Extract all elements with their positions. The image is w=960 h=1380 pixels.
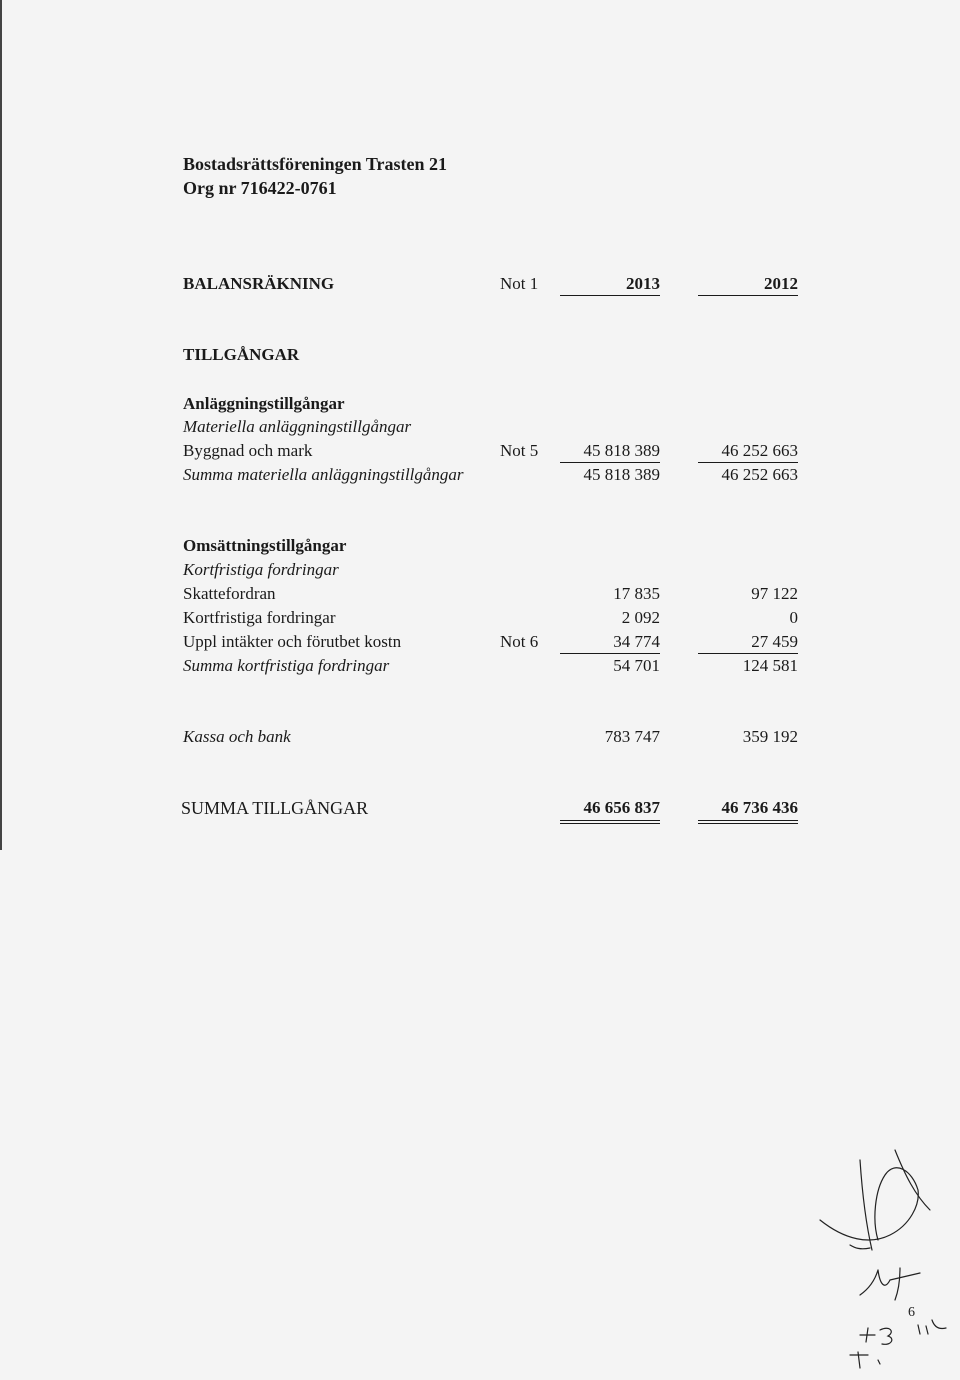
cash-label: Kassa och bank bbox=[183, 727, 291, 746]
page-number: 6 bbox=[908, 1305, 915, 1320]
initials-stroke bbox=[918, 1320, 946, 1334]
signature-stroke bbox=[895, 1150, 930, 1210]
initials-stroke bbox=[860, 1328, 892, 1344]
row-note: Not 6 bbox=[500, 632, 539, 651]
row-note: Not 5 bbox=[500, 441, 539, 460]
row-value-2013: 17 835 bbox=[613, 584, 660, 603]
signatures-and-initials bbox=[800, 1120, 950, 1375]
tangible-assets-subheading: Materiella anläggningstillgångar bbox=[183, 417, 412, 436]
row-value-2013: 45 818 389 bbox=[560, 441, 660, 463]
row-label: Byggnad och mark bbox=[183, 441, 313, 460]
page-edge bbox=[0, 0, 2, 850]
year-2013-header: 2013 bbox=[560, 274, 660, 296]
cash-value-2012: 359 192 bbox=[742, 727, 798, 746]
assets-heading: TILLGÅNGAR bbox=[183, 345, 300, 364]
sum-value-2013: 45 818 389 bbox=[583, 465, 660, 484]
org-number: Org nr 716422-0761 bbox=[183, 178, 337, 198]
receivables-subheading: Kortfristiga fordringar bbox=[183, 560, 339, 579]
sum-label: Summa kortfristiga fordringar bbox=[183, 656, 390, 675]
signature-stroke bbox=[860, 1160, 872, 1250]
signature-stroke bbox=[850, 1245, 870, 1249]
row-label: Kortfristiga fordringar bbox=[183, 608, 336, 627]
total-value-2012: 46 736 436 bbox=[698, 798, 798, 824]
signature-stroke bbox=[820, 1168, 918, 1240]
header-note: Not 1 bbox=[500, 274, 539, 293]
initials-stroke bbox=[850, 1352, 880, 1368]
initials-stroke bbox=[860, 1268, 920, 1300]
cash-value-2013: 783 747 bbox=[604, 727, 660, 746]
total-label: SUMMA TILLGÅNGAR bbox=[181, 798, 369, 818]
sum-value-2012: 124 581 bbox=[742, 656, 798, 675]
current-assets-heading: Omsättningstillgångar bbox=[183, 536, 347, 555]
row-label: Uppl intäkter och förutbet kostn bbox=[183, 632, 402, 651]
row-label: Skattefordran bbox=[183, 584, 276, 603]
org-name: Bostadsrättsföreningen Trasten 21 bbox=[183, 154, 448, 174]
row-value-2012: 97 122 bbox=[751, 584, 798, 603]
row-value-2012: 0 bbox=[789, 608, 798, 627]
row-value-2012: 27 459 bbox=[698, 632, 798, 654]
sum-label: Summa materiella anläggningstillgångar bbox=[183, 465, 464, 484]
sum-value-2013: 54 701 bbox=[613, 656, 660, 675]
row-value-2013: 34 774 bbox=[560, 632, 660, 654]
fixed-assets-heading: Anläggningstillgångar bbox=[183, 394, 345, 413]
row-value-2012: 46 252 663 bbox=[698, 441, 798, 463]
row-value-2013: 2 092 bbox=[621, 608, 660, 627]
page-title: BALANSRÄKNING bbox=[183, 274, 335, 293]
total-value-2013: 46 656 837 bbox=[560, 798, 660, 824]
year-2012-header: 2012 bbox=[698, 274, 798, 296]
sum-value-2012: 46 252 663 bbox=[721, 465, 798, 484]
